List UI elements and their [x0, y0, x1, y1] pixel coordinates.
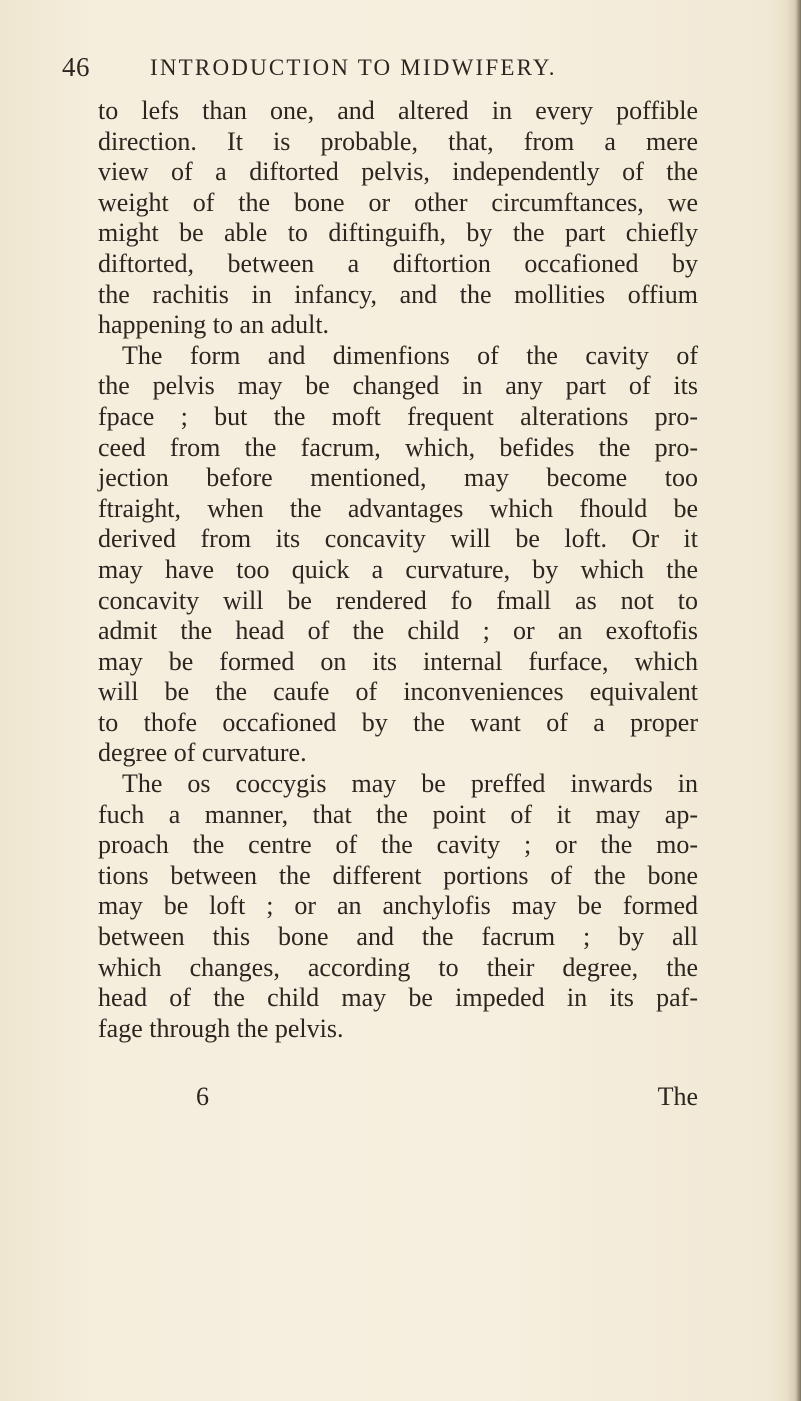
text-line: the pelvis may be changed in any part of its: [98, 371, 698, 401]
text-line: diftorted, between a diftortion occafioned by: [98, 248, 698, 278]
text-line: head of the child may be impeded in its paf-: [98, 983, 698, 1013]
text-line: will be the caufe of inconveniences equivalent: [98, 677, 698, 707]
text-line: concavity will be rendered fo fmall as not to: [98, 585, 698, 615]
catchword: The: [657, 1082, 698, 1111]
page-footer: [98, 1082, 698, 1114]
text-line: jection before mentioned, may become too: [98, 463, 698, 493]
text-line: The os coccygis may be preffed inwards in: [122, 769, 698, 799]
body-text: [98, 96, 698, 1044]
text-line: may be formed on its internal furface, which: [98, 646, 698, 676]
text-line: ftraight, when the advantages which fhould be: [98, 493, 698, 523]
text-line: happening to an adult.: [98, 310, 330, 340]
signature-mark: 6: [196, 1082, 209, 1111]
text-line: proach the centre of the cavity ; or the mo-: [98, 830, 698, 860]
text-line: fage through the pelvis.: [98, 1013, 344, 1043]
text-line: view of a diftorted pelvis, independently of the: [98, 157, 698, 187]
text-line: to lefs than one, and altered in every poffible: [98, 96, 698, 125]
text-line: tions between the different portions of the bone: [98, 860, 698, 890]
page-edge-shadow: [787, 0, 801, 1401]
text-line: to thofe occafioned by the want of a proper: [98, 707, 698, 737]
text-line: between this bone and the facrum ; by all: [98, 922, 698, 952]
text-line: may be loft ; or an anchylofis may be formed: [98, 891, 698, 921]
text-line: ceed from the facrum, which, befides the pro-: [98, 432, 698, 462]
text-line: derived from its concavity will be loft. Or it: [98, 524, 698, 554]
text-line: fuch a manner, that the point of it may ap-: [98, 799, 698, 829]
text-line: the rachitis in infancy, and the mollities offium: [98, 279, 698, 309]
page-header: [62, 52, 682, 92]
text-line: weight of the bone or other circumftances, we: [98, 187, 698, 217]
page-number: 46: [62, 52, 90, 82]
running-head: INTRODUCTION TO MIDWIFERY.: [150, 55, 557, 80]
text-line: degree of curvature.: [98, 738, 307, 768]
text-line: may have too quick a curvature, by which the: [98, 554, 698, 584]
text-line: which changes, according to their degree, the: [98, 952, 698, 982]
text-line: might be able to diftinguifh, by the part chiefly: [98, 218, 698, 248]
text-line: admit the head of the child ; or an exoftofis: [98, 616, 698, 646]
text-line: The form and dimenfions of the cavity of: [122, 340, 698, 370]
text-line: direction. It is probable, that, from a mere: [98, 126, 698, 156]
text-line: fpace ; but the moft frequent alterations pro-: [98, 401, 698, 431]
